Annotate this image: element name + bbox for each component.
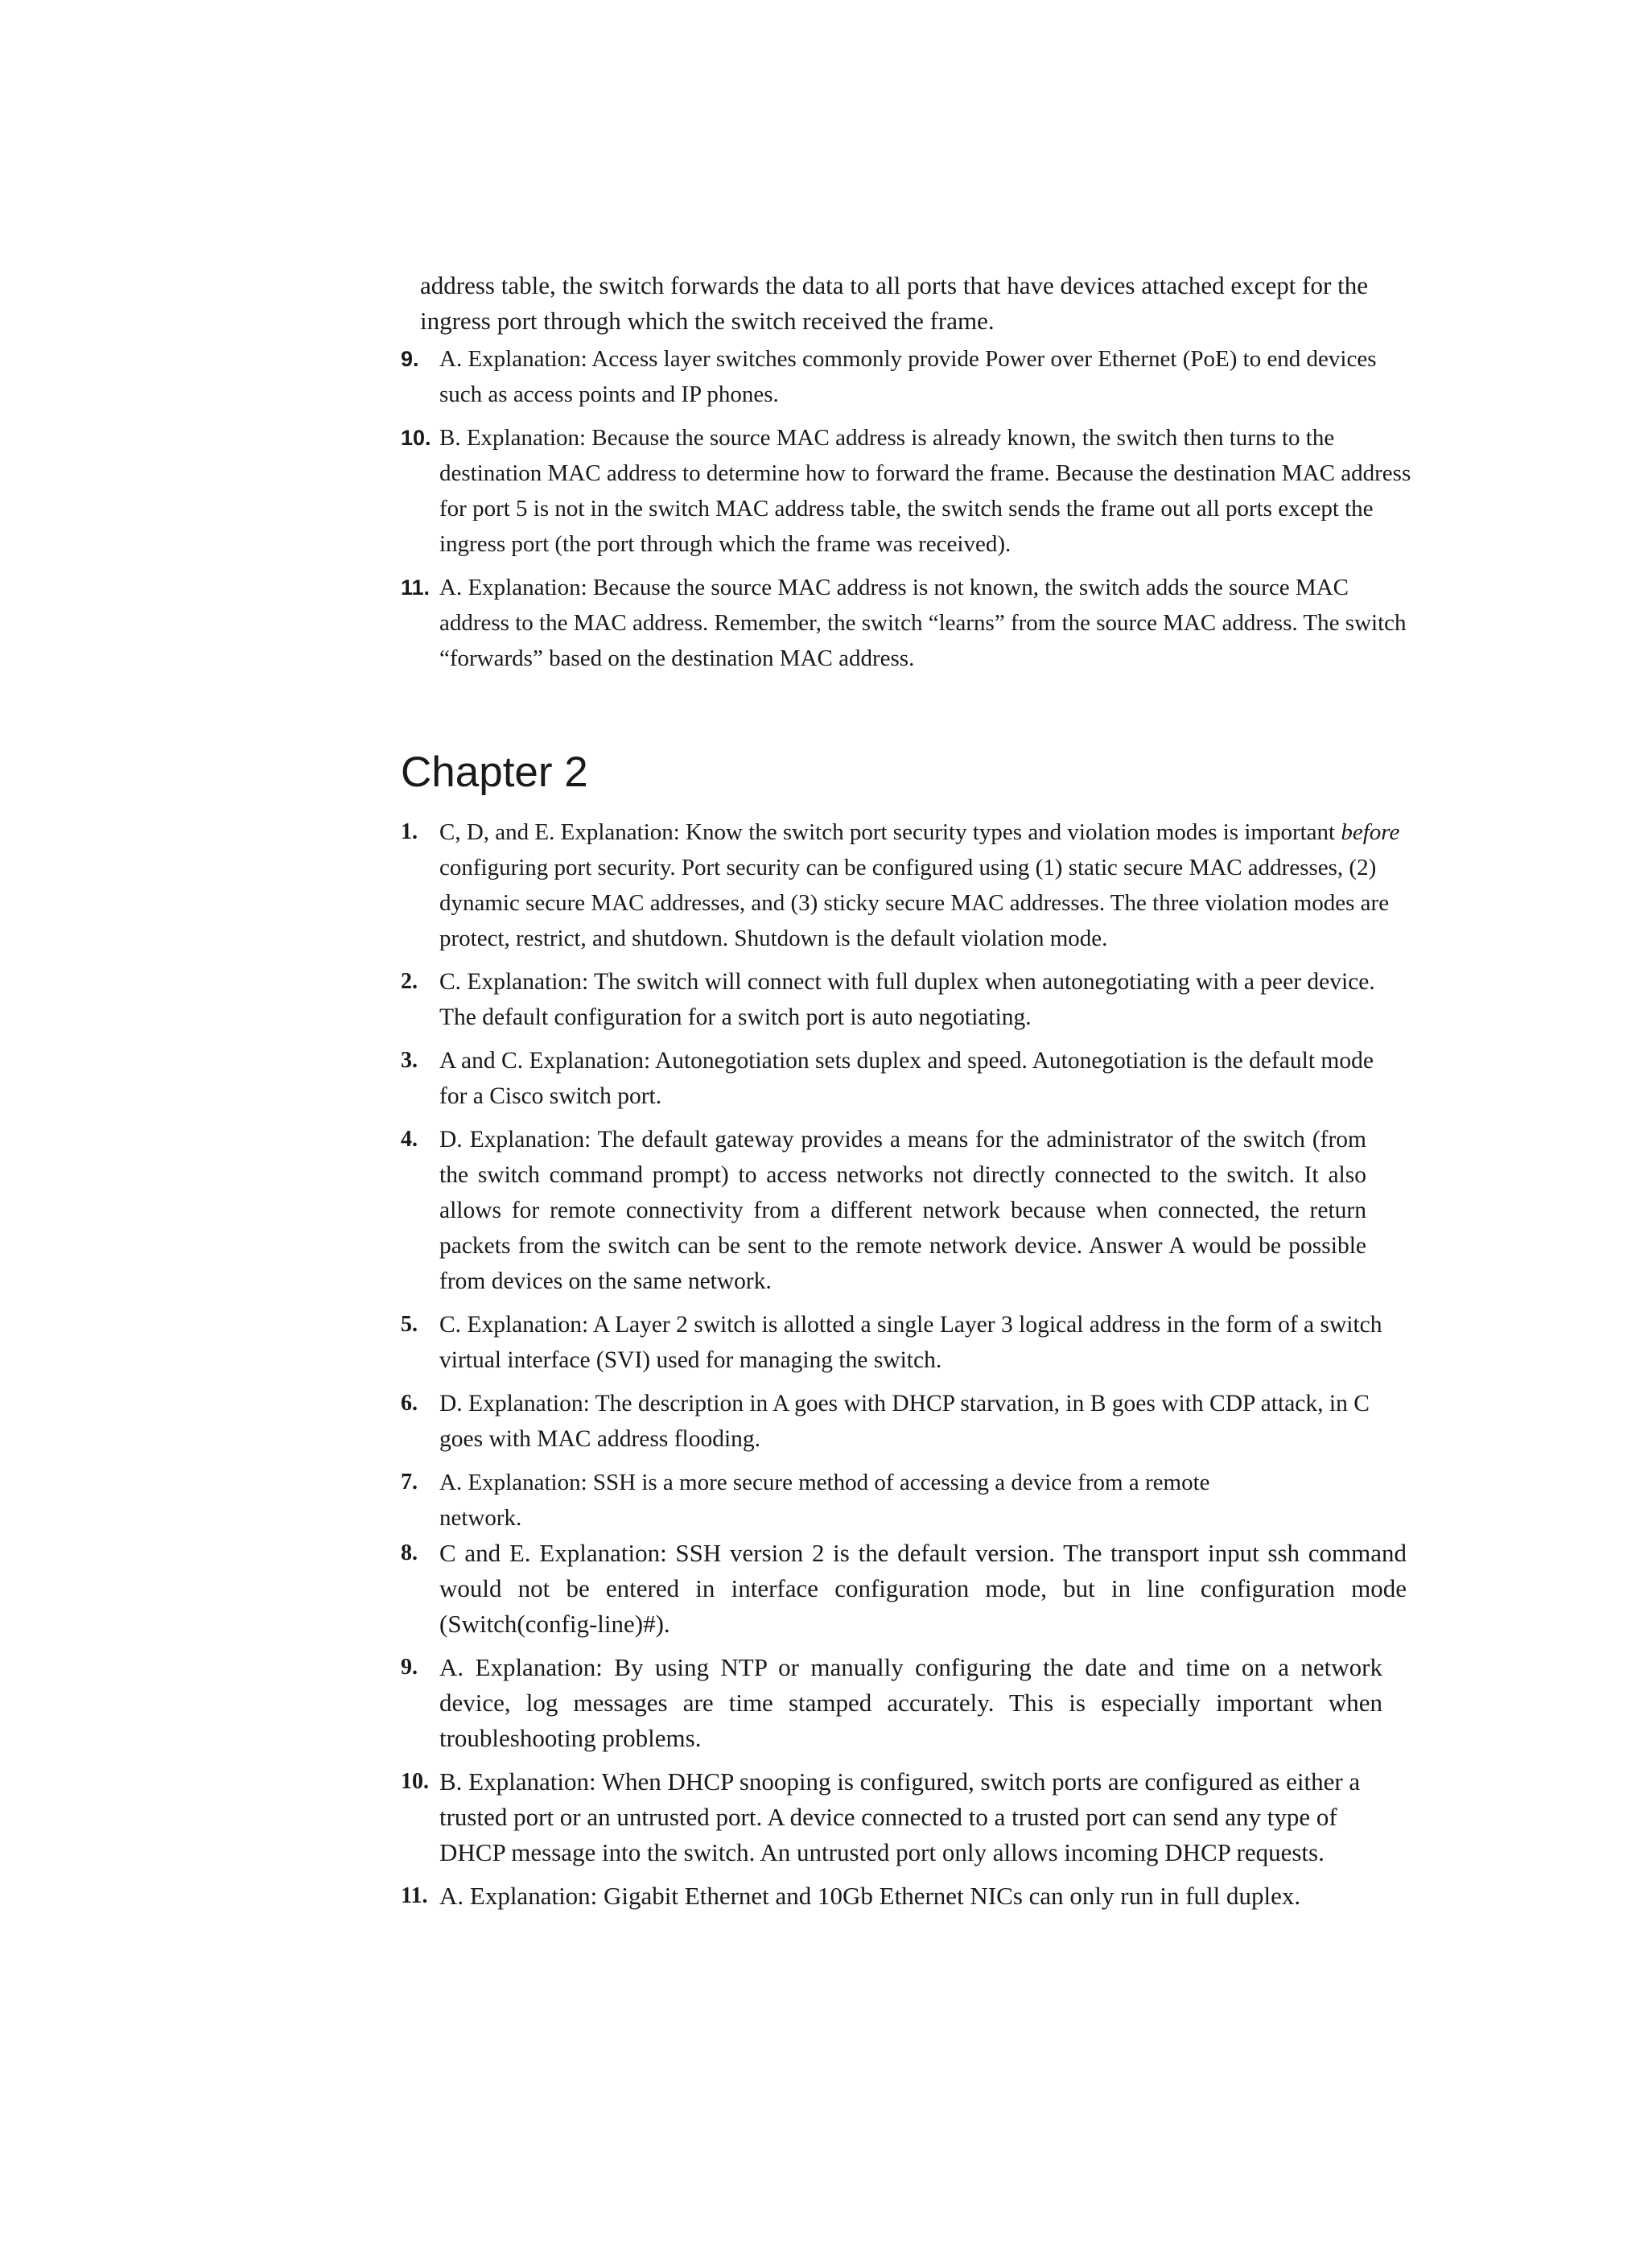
answer-item: [401, 1122, 1407, 1299]
answer-item: [401, 1650, 1407, 1756]
answer-text: A. Explanation: By using NTP or manually configuring the date and time on a network device, log messages are time stamped accurately. This is especially important when troubleshooting problems.: [439, 1653, 1382, 1752]
answer-text: A. Explanation: Access layer switches commonly provide Power over Ethernet (PoE) to end devices such as access points and IP phones.: [439, 346, 1377, 407]
answer-number: 8.: [401, 1540, 418, 1565]
answer-number: 9.: [401, 1655, 418, 1680]
answer-number: 1.: [401, 819, 418, 844]
answer-text: C. Explanation: A Layer 2 switch is allotted a single Layer 3 logical address in the form of a switch virtual interface (SVI) used for managing the switch.: [439, 1312, 1382, 1373]
answer-number: 9.: [401, 347, 419, 371]
answer-text: A. Explanation: SSH is a more secure method of accessing a device from a remote network.: [439, 1470, 1210, 1531]
answer-number: 10.: [401, 1769, 429, 1794]
answer-text: C. Explanation: The switch will connect with full duplex when autonegotiating with a peer device. The default configuration for a switch port is auto negotiating.: [439, 969, 1375, 1030]
answer-item: [401, 1307, 1407, 1378]
answer-text-before: C, D, and E. Explanation: Know the switch port security types and violation modes is important: [439, 819, 1341, 845]
answer-item: [401, 964, 1407, 1035]
answer-item: [401, 570, 1415, 676]
answer-text: A and C. Explanation: Autonegotiation sets duplex and speed. Autonegotiation is the default mode for a Cisco switch port.: [439, 1048, 1374, 1109]
answer-item: [401, 814, 1407, 956]
answer-text: B. Explanation: Because the source MAC address is already known, the switch then turns to the destination MAC address to determine how to forward the frame. Because the destination MAC address for port 5 is not in the switch MAC address table, the switch sends the frame out all ports except the ingress port (the port through which the frame was received).: [439, 425, 1411, 557]
answer-text: C and E. Explanation: SSH version 2 is the default version. The transport input ssh command would not be entered in interface configuration mode, but in line configuration mode (Switch(config-line)#).: [439, 1539, 1407, 1638]
answer-item: [401, 1536, 1407, 1642]
answer-number: 7.: [401, 1470, 418, 1495]
answer-text: A. Explanation: Gigabit Ethernet and 10Gb Ethernet NICs can only run in full duplex.: [439, 1882, 1301, 1910]
answer-text: B. Explanation: When DHCP snooping is configured, switch ports are configured as either a trusted port or an untrusted port. A device connected to a trusted port can send any type of DHCP message into the switch. An untrusted port only allows incoming DHCP requests.: [439, 1767, 1361, 1866]
answer-text: [439, 814, 1407, 956]
chapter-heading: Chapter 2: [401, 748, 588, 796]
answer-item: [401, 1386, 1407, 1457]
answer-text-after: configuring port security. Port security can be configured using (1) static secure MAC addresses, (2) dynamic secure MAC addresses, and (3) sticky secure MAC addresses. The three violation modes are protect, restrict, and shutdown. Shutdown is the default violation mode.: [439, 855, 1390, 951]
answer-number: 10.: [401, 426, 431, 450]
chapter-2-answers: [401, 814, 1407, 1914]
answer-item: [401, 1764, 1407, 1870]
answer-text: D. Explanation: The description in A goes with DHCP starvation, in B goes with CDP attack, in C goes with MAC address flooding.: [439, 1391, 1370, 1452]
answer-item: [401, 1043, 1407, 1114]
answer-number: 11.: [401, 575, 431, 600]
answer-item: [401, 420, 1415, 562]
answer-number: 5.: [401, 1312, 418, 1337]
answer-number: 3.: [401, 1048, 418, 1073]
answer-number: 11.: [401, 1883, 428, 1908]
answer-text-emphasis: before: [1341, 819, 1400, 845]
answer-number: 4.: [401, 1127, 418, 1152]
answer-item: [401, 1465, 1407, 1536]
continuation-paragraph: address table, the switch forwards the data to all ports that have devices attached except for the ingress port through which the switch received the frame.: [420, 271, 1368, 335]
answer-item: [401, 341, 1415, 412]
previous-chapter-answers: [401, 341, 1415, 676]
answer-number: 2.: [401, 969, 418, 994]
answer-text: A. Explanation: Because the source MAC address is not known, the switch adds the source MAC address to the MAC address. Remember, the switch “learns” from the source MAC address. The switch “forwards” based on the destination MAC address.: [439, 575, 1407, 671]
answer-number: 6.: [401, 1391, 418, 1416]
answer-item: [401, 1878, 1407, 1914]
answer-text: D. Explanation: The default gateway provides a means for the administrator of the switch (from the switch command prompt) to access networks not directly connected to the switch. It also allows for remote connectivity from a different network because when connected, the return packets from the switch can be sent to the remote network device. Answer A would be possible from devices on the same network.: [439, 1127, 1366, 1294]
